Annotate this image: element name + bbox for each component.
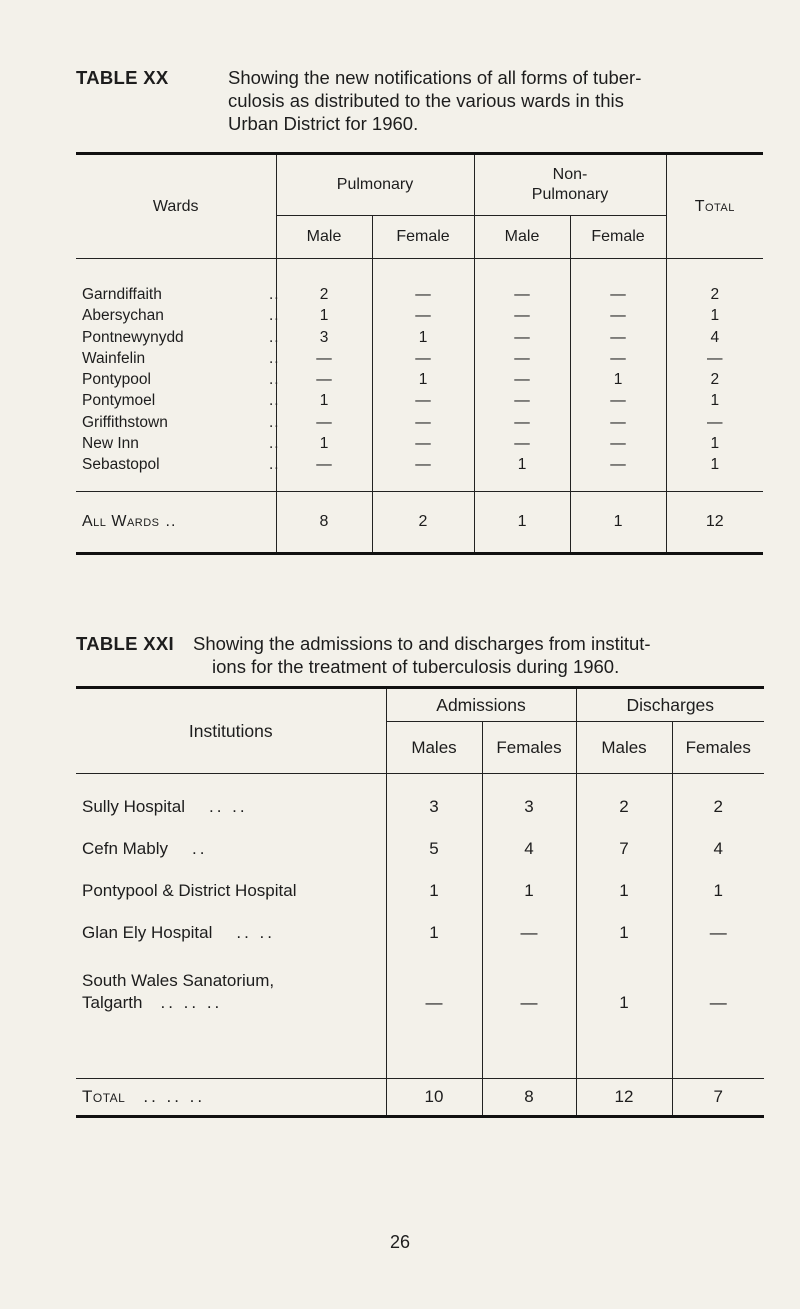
leader-dots: ..	[165, 512, 177, 530]
institution-name: Pontypool & District Hospital	[82, 881, 297, 900]
ward-cell	[76, 305, 280, 326]
leader-dots: .. ..	[236, 923, 276, 942]
table-row	[76, 828, 764, 870]
leader-dots: .. .. ..	[160, 993, 223, 1012]
value-cell: 4	[482, 828, 576, 870]
institution-cell	[76, 954, 386, 1018]
ward-name: Griffithstown	[82, 413, 168, 431]
value-cell: 1	[276, 390, 372, 411]
value-cell: —	[666, 412, 763, 433]
ward-cell	[76, 433, 280, 454]
admissions-males-header: Males	[386, 722, 482, 774]
value-cell: 1	[576, 912, 672, 954]
value-cell: —	[372, 305, 474, 326]
total-cell: 1	[474, 491, 570, 553]
value-cell: —	[474, 412, 570, 433]
value-cell: 3	[386, 774, 482, 829]
table-xx	[76, 152, 763, 555]
table-xx-caption-text	[228, 66, 641, 135]
non-pulmonary-line1: Non-	[552, 166, 588, 183]
table-row	[76, 912, 764, 954]
leader-dots: ..	[269, 456, 280, 474]
table-xxi-caption	[76, 632, 766, 680]
total-cell: 12	[576, 1079, 672, 1117]
leader-dots: ..	[269, 413, 280, 431]
leader-dots: ..	[269, 307, 280, 325]
spacer-row	[76, 1018, 764, 1079]
non-pulmonary-female-header: Female	[570, 216, 666, 259]
pulmonary-male-header: Male	[276, 216, 372, 259]
value-cell: —	[474, 305, 570, 326]
spacer-cell	[76, 1018, 386, 1079]
value-cell: —	[276, 412, 372, 433]
table-row	[76, 412, 763, 433]
value-cell: —	[372, 412, 474, 433]
value-cell: —	[474, 259, 570, 306]
table-row	[76, 954, 764, 1018]
value-cell: 1	[386, 870, 482, 912]
institution-cell	[76, 828, 386, 870]
value-cell: 1	[386, 912, 482, 954]
leader-dots: ..	[269, 286, 280, 303]
caption-line: Showing the admissions to and discharges from institut-	[193, 633, 651, 654]
table-row	[76, 870, 764, 912]
value-cell: —	[570, 390, 666, 411]
discharges-males-header: Males	[576, 722, 672, 774]
pulmonary-female-header: Female	[372, 216, 474, 259]
caption-line: culosis as distributed to the various wards in this	[228, 90, 624, 111]
leader-dots: ..	[191, 839, 208, 858]
leader-dots: ..	[269, 371, 280, 389]
total-cell: 12	[666, 491, 763, 553]
table-xx-label: TABLE XX	[76, 67, 169, 88]
total-cell: 8	[482, 1079, 576, 1117]
table-row	[76, 774, 764, 829]
all-wards-label-cell	[76, 491, 276, 553]
value-cell: —	[474, 348, 570, 369]
table-row	[76, 259, 763, 306]
table-row	[76, 327, 763, 348]
value-cell: —	[672, 912, 764, 954]
value-cell: 1	[372, 369, 474, 390]
value-cell: 1	[666, 454, 763, 491]
value-cell: —	[570, 259, 666, 306]
value-cell: —	[482, 912, 576, 954]
value-cell: —	[474, 369, 570, 390]
value-cell: 2	[666, 369, 763, 390]
ward-cell	[76, 259, 280, 306]
total-label: Total	[82, 1087, 126, 1106]
ward-name: New Inn	[82, 435, 139, 453]
value-cell: 5	[386, 828, 482, 870]
ward-name: Garndiffaith	[82, 286, 162, 303]
pulmonary-header: Pulmonary	[276, 154, 474, 216]
ward-name: Pontypool	[82, 371, 151, 389]
spacer-cell	[386, 1018, 482, 1079]
value-cell: —	[570, 454, 666, 491]
value-cell: 1	[276, 305, 372, 326]
ward-cell	[76, 390, 280, 411]
ward-name: Pontymoel	[82, 392, 156, 410]
value-cell: 2	[576, 774, 672, 829]
table-row	[76, 348, 763, 369]
ward-name: Pontnewynydd	[82, 328, 184, 346]
value-cell: —	[666, 348, 763, 369]
value-cell: —	[372, 259, 474, 306]
discharges-header: Discharges	[576, 688, 764, 722]
institutions-header: Institutions	[76, 688, 386, 774]
value-cell: 3	[482, 774, 576, 829]
value-cell: —	[570, 433, 666, 454]
institution-name: Sully Hospital	[82, 797, 185, 816]
value-cell: 4	[666, 327, 763, 348]
admissions-header: Admissions	[386, 688, 576, 722]
institution-name: Glan Ely Hospital	[82, 923, 213, 942]
total-cell: 10	[386, 1079, 482, 1117]
leader-dots: ..	[269, 349, 280, 367]
institution-cell	[76, 912, 386, 954]
ward-cell	[76, 369, 280, 390]
table-row	[76, 369, 763, 390]
institution-cell	[76, 774, 386, 829]
caption-line: Urban District for 1960.	[228, 113, 419, 134]
value-cell: 1	[666, 390, 763, 411]
table-xxi-label: TABLE XXI	[76, 633, 174, 654]
value-cell: 1	[576, 870, 672, 912]
ward-name: Wainfelin	[82, 349, 146, 367]
total-header: Total	[666, 154, 763, 259]
ward-name: Sebastopol	[82, 456, 160, 474]
value-cell: 1	[666, 433, 763, 454]
table-row	[76, 454, 763, 491]
leader-dots: .. ..	[209, 797, 248, 816]
ward-cell	[76, 454, 280, 491]
institution-name-line2: Talgarth	[82, 993, 143, 1012]
value-cell: —	[386, 954, 482, 1018]
value-cell: —	[474, 390, 570, 411]
table-row	[76, 433, 763, 454]
institution-name-line1: South Wales Sanatorium,	[82, 971, 275, 990]
non-pulmonary-line2: Pulmonary	[531, 186, 609, 203]
value-cell: 1	[666, 305, 763, 326]
ward-cell	[76, 348, 280, 369]
value-cell: —	[570, 348, 666, 369]
value-cell: 1	[672, 870, 764, 912]
table-xxi-caption-text	[193, 632, 651, 678]
admissions-females-header: Females	[482, 722, 576, 774]
value-cell: 1	[576, 954, 672, 1018]
value-cell: —	[474, 433, 570, 454]
all-wards-label: All Wards	[82, 512, 160, 530]
total-label-cell	[76, 1079, 386, 1117]
ward-cell	[76, 327, 280, 348]
ward-name: Abersychan	[82, 307, 164, 325]
caption-line: ions for the treatment of tuberculosis during 1960.	[212, 656, 620, 677]
value-cell: 2	[672, 774, 764, 829]
table-row	[76, 390, 763, 411]
spacer-cell	[672, 1018, 764, 1079]
value-cell: —	[372, 433, 474, 454]
total-cell: 1	[570, 491, 666, 553]
institution-cell	[76, 870, 386, 912]
value-cell: 1	[482, 870, 576, 912]
leader-dots: ..	[269, 435, 280, 453]
total-cell: 2	[372, 491, 474, 553]
caption-line: Showing the new notifications of all forms of tuber-	[228, 67, 642, 88]
page-number: 26	[389, 1232, 411, 1252]
table-xx-caption	[76, 66, 766, 136]
spacer-cell	[482, 1018, 576, 1079]
value-cell: —	[372, 454, 474, 491]
value-cell: 1	[372, 327, 474, 348]
value-cell: 7	[576, 828, 672, 870]
total-cell: 7	[672, 1079, 764, 1117]
value-cell: —	[372, 348, 474, 369]
value-cell: —	[276, 369, 372, 390]
leader-dots: ..	[269, 328, 280, 346]
institution-name: Cefn Mably	[82, 839, 168, 858]
leader-dots: .. .. ..	[143, 1087, 206, 1106]
value-cell: 1	[276, 433, 372, 454]
value-cell: —	[474, 327, 570, 348]
ward-cell	[76, 412, 280, 433]
value-cell: —	[372, 390, 474, 411]
value-cell: 3	[276, 327, 372, 348]
discharges-females-header: Females	[672, 722, 764, 774]
leader-dots: ..	[269, 392, 280, 410]
value-cell: —	[672, 954, 764, 1018]
total-cell: 8	[276, 491, 372, 553]
non-pulmonary-male-header: Male	[474, 216, 570, 259]
value-cell: —	[570, 305, 666, 326]
wards-header: Wards	[76, 154, 276, 259]
value-cell: —	[482, 954, 576, 1018]
value-cell: —	[570, 327, 666, 348]
non-pulmonary-header	[474, 154, 666, 216]
value-cell: —	[570, 412, 666, 433]
spacer-cell	[576, 1018, 672, 1079]
value-cell: 1	[570, 369, 666, 390]
value-cell: —	[276, 348, 372, 369]
value-cell: 4	[672, 828, 764, 870]
table-row	[76, 305, 763, 326]
value-cell: 2	[276, 259, 372, 306]
table-xxi-body	[76, 774, 764, 1079]
table-xx-body	[76, 259, 763, 492]
value-cell: 1	[474, 454, 570, 491]
value-cell: —	[276, 454, 372, 491]
value-cell: 2	[666, 259, 763, 306]
table-xxi	[76, 686, 764, 1118]
